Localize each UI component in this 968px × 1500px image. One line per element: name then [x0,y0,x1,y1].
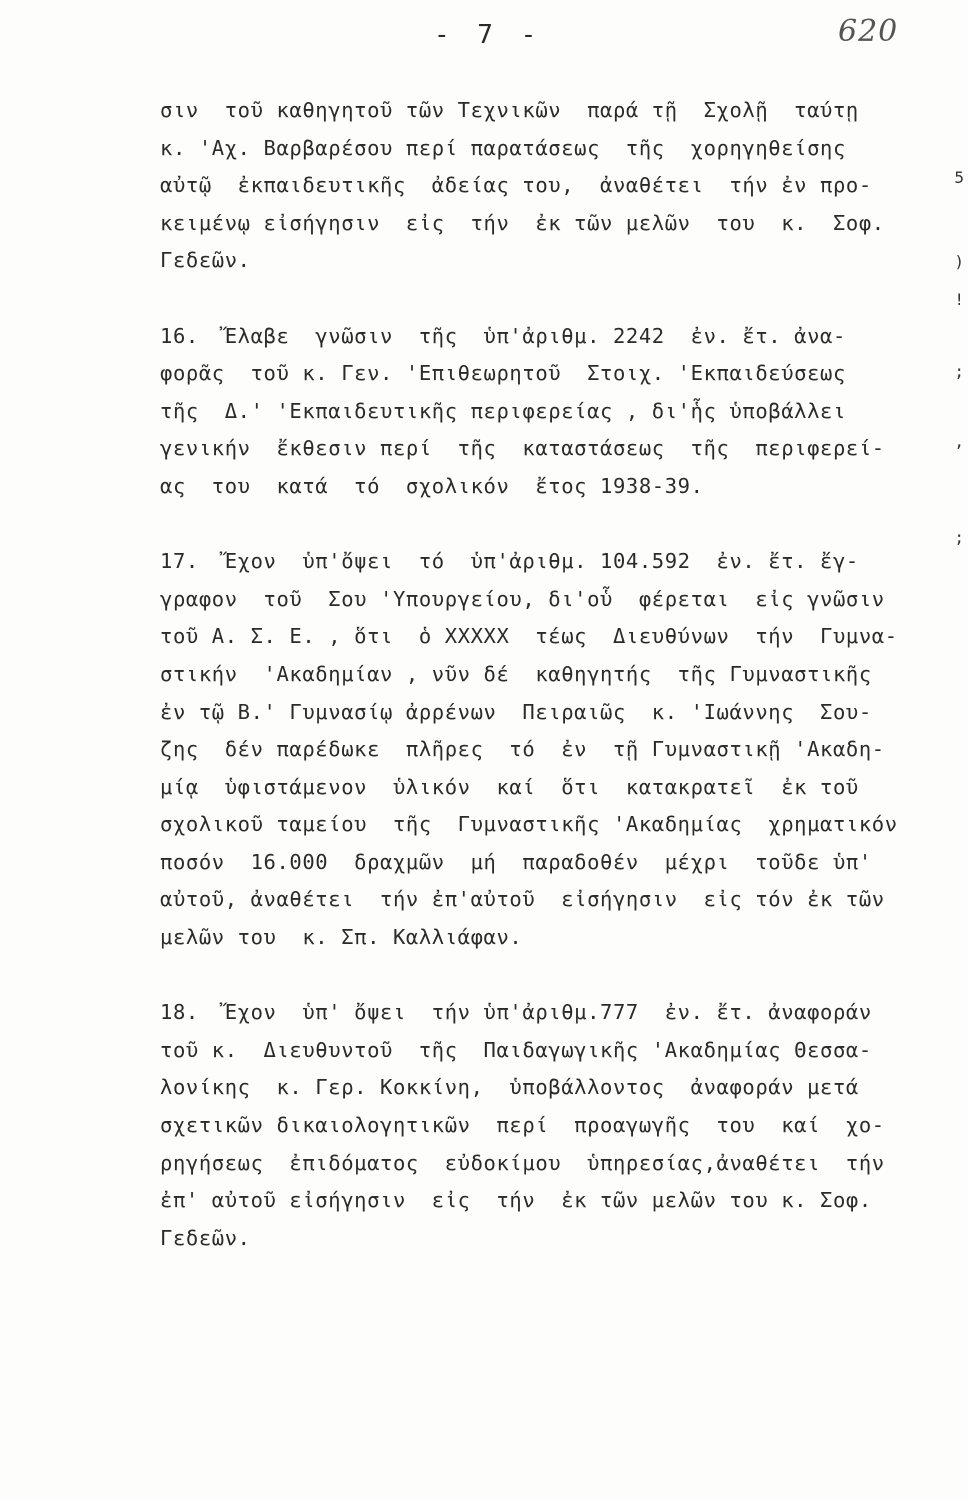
text-line: γενικήν ἔκθεσιν περί τῆς καταστάσεως τῆς περιφερεί- [160,436,885,461]
paragraph-gap [160,280,950,318]
text-line: σιν τοῦ καθηγητοῦ τῶν Τεχνικῶν παρά τῇ Σχολῇ ταύτῃ [160,98,859,122]
edge-mark: ! [954,290,964,309]
text-line: γραφον τοῦ Σου 'Υπουργείου, δι'οὗ φέρεται εἰς γνῶσιν [160,586,885,611]
text-line: 16. Ἔλαβε γνῶσιν τῆς ὑπ'ἀριθμ. 2242 ἐν. ἔτ. ἀνα- [160,323,846,348]
text-line: σχολικοῦ ταμείου τῆς Γυμναστικῆς 'Ακαδημίας χρηματικόν [160,812,898,837]
text-line: Γεδεῶν. [160,248,251,273]
edge-mark: ; [954,362,964,381]
text-line: 18. Ἔχον ὑπ' ὄψει τήν ὑπ'ἀριθμ.777 ἐν. ἔτ. ἀναφοράν [160,1000,872,1025]
text-line: μίᾳ ὑφιστάμενον ὑλικόν καί ὅτι κατακρατεῖ ἐκ τοῦ [160,774,859,799]
page-number: - 7 - [434,20,543,50]
text-line: ζης δέν παρέδωκε πλῆρες τό ἐν τῇ Γυμναστικῇ 'Ακαδη- [160,737,885,762]
text-line: κειμένῳ εἰσήγησιν εἰς τήν ἐκ τῶν μελῶν του κ. Σοφ. [160,210,885,235]
handwritten-page-annotation: 620 [838,14,899,49]
text-line: λονίκης κ. Γερ. Κοκκίνη, ὑποβάλλοντος ἀναφοράν μετά [160,1075,859,1100]
text-line: στικήν 'Ακαδημίαν , νῦν δέ καθηγητής τῆς Γυμναστικῆς [160,661,872,686]
text-line: αὐτοῦ, ἀναθέτει τήν ἐπ'αὐτοῦ εἰσήγησιν εἰς τόν ἐκ τῶν [160,887,885,912]
text-line: τοῦ Α. Σ. Ε. , ὅτι ὁ ΧΧΧΧΧ τέως Διευθύνων τήν Γυμνα- [160,624,898,649]
text-line: φορᾶς τοῦ κ. Γεν. 'Επιθεωρητοῦ Στοιχ. 'Εκπαιδεύσεως [160,361,846,386]
text-line: ποσόν 16.000 δραχμῶν μή παραδοθέν μέχρι τοῦδε ὑπ' [160,849,872,874]
text-line: κ. 'Αχ. Βαρβαρέσου περί παρατάσεως τῆς χορηγηθείσης [160,135,846,160]
text-line: αὐτῷ ἐκπαιδευτικῆς ἀδείας του, ἀναθέτει τήν ἐν προ- [160,173,872,198]
paragraph-gap [160,957,950,995]
text-line: σχετικῶν δικαιολογητικῶν περί προαγωγῆς του καί χο- [160,1113,885,1138]
text-line: ἐν τῷ Β.' Γυμνασίῳ ἀρρένων Πειραιῶς κ. 'Ιωάννης Σου- [160,699,872,724]
edge-mark: 5 [954,168,964,187]
edge-mark: ; [954,528,964,547]
text-line: Γεδεῶν. [160,1225,251,1250]
text-line: ρηγήσεως ἐπιδόματος εὐδοκίμου ὑπηρεσίας,ἀναθέτει τήν [160,1150,885,1175]
text-line: τῆς Δ.' 'Εκπαιδευτικῆς περιφερείας , δι'ἧς ὑποβάλλει [160,398,846,423]
text-line: μελῶν του κ. Σπ. Καλλιάφαν. [160,925,523,950]
edge-mark: ) [954,252,964,271]
paragraph-gap [160,506,950,544]
text-line: ἐπ' αὐτοῦ εἰσήγησιν εἰς τήν ἐκ τῶν μελῶν του κ. Σοφ. [160,1188,872,1213]
text-line: ας του κατά τό σχολικόν ἔτος 1938-39. [160,473,704,498]
text-line: τοῦ κ. Διευθυντοῦ τῆς Παιδαγωγικῆς 'Ακαδημίας Θεσσα- [160,1037,872,1062]
text-line: 17. Ἔχον ὑπ'ὄψει τό ὑπ'ἀριθμ. 104.592 ἐν. ἔτ. ἔγ- [160,549,859,574]
edge-mark: , [954,432,964,451]
document-body [160,92,950,1257]
